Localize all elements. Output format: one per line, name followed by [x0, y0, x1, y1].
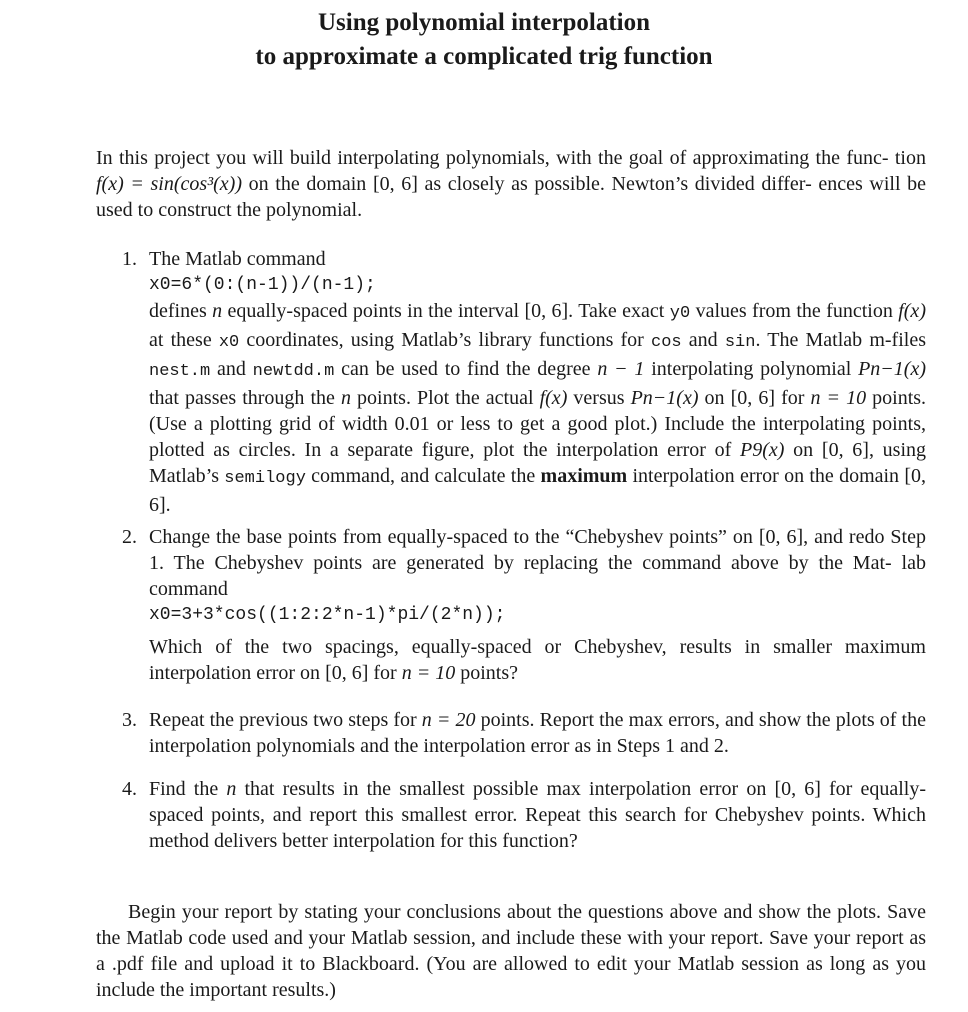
code-chebyshev-points: x0=3+3*cos((1:2:2*n-1)*pi/(2*n));: [149, 605, 506, 625]
list-item: 2. Change the base points from equally-spaced to the “Chebyshev points” on [0, 6], and redo Step 1. The Chebyshev points are generated by replacing the command above by the Mat- lab command x0=3+3*cos((1:2:2*n-1)*pi/(2*n)); Which of the two spacings, equally-spaced or Chebyshev, results in smaller maximum interpolation error on [0, 6] for n = 10 points?: [122, 526, 926, 684]
document-title-line-1: Using polynomial interpolation: [318, 9, 650, 36]
list-item-number: 3.: [122, 709, 137, 731]
code-equally-spaced-points: x0=6*(0:(n-1))/(n-1);: [149, 275, 376, 295]
function-expression: f(x) = sin(cos³(x)): [96, 173, 243, 195]
list-item-number: 1.: [122, 248, 137, 270]
list-item-number: 2.: [122, 526, 137, 548]
list-item: 4. Find the n that results in the smallest possible max interpolation error on [0, 6] for equally- spaced points, and report this smallest error. Repeat this search for Chebyshev points. Which method delivers better interpolation for this function?: [122, 778, 926, 852]
document-title-line-2: to approximate a complicated trig function: [255, 43, 713, 70]
closing-paragraph: Begin your report by stating your conclusions about the questions above and show the plots. Save the Matlab code used and your Matlab session, and include these with your report. Save your report as a .pdf file and upload it to Blackboard. (You are allowed to edit your Matlab session as long as you include the important results.): [96, 901, 926, 1001]
intro-paragraph: In this project you will build interpolating polynomials, with the goal of approximating the func- tion f(x) = sin(cos³(x)) on the domain [0, 6] as closely as possible. Newton’s divided differ- ences will be used to construct the polynomial.: [96, 147, 926, 221]
list-item-number: 4.: [122, 778, 137, 800]
list-item: 3. Repeat the previous two steps for n = 20 points. Report the max errors, and show the plots of the interpolation polynomials and the interpolation error as in Steps 1 and 2.: [122, 709, 926, 757]
list-item: 1. The Matlab command x0=6*(0:(n-1))/(n-1); defines n equally-spaced points in the interval [0, 6]. Take exact y0 values from the function f(x) at these x0 coordinates, using Matlab’s library functions for cos and sin. The Matlab m-files nest.m and newtdd.m can be used to find the degree n − 1 interpolating polynomial Pn−1(x) that passes through the n points. Plot the actual f(x) versus Pn−1(x) on [0, 6] for n = 10 points. (Use a plotting grid of width 0.01 or less to get a good plot.) Include the interpolating points, plotted as circles. In a separate figure, plot the interpolation error of P9(x) on [0, 6], using Matlab’s semilogy command, and calculate the maximum interpolation error on the domain [0, 6].: [122, 248, 927, 516]
